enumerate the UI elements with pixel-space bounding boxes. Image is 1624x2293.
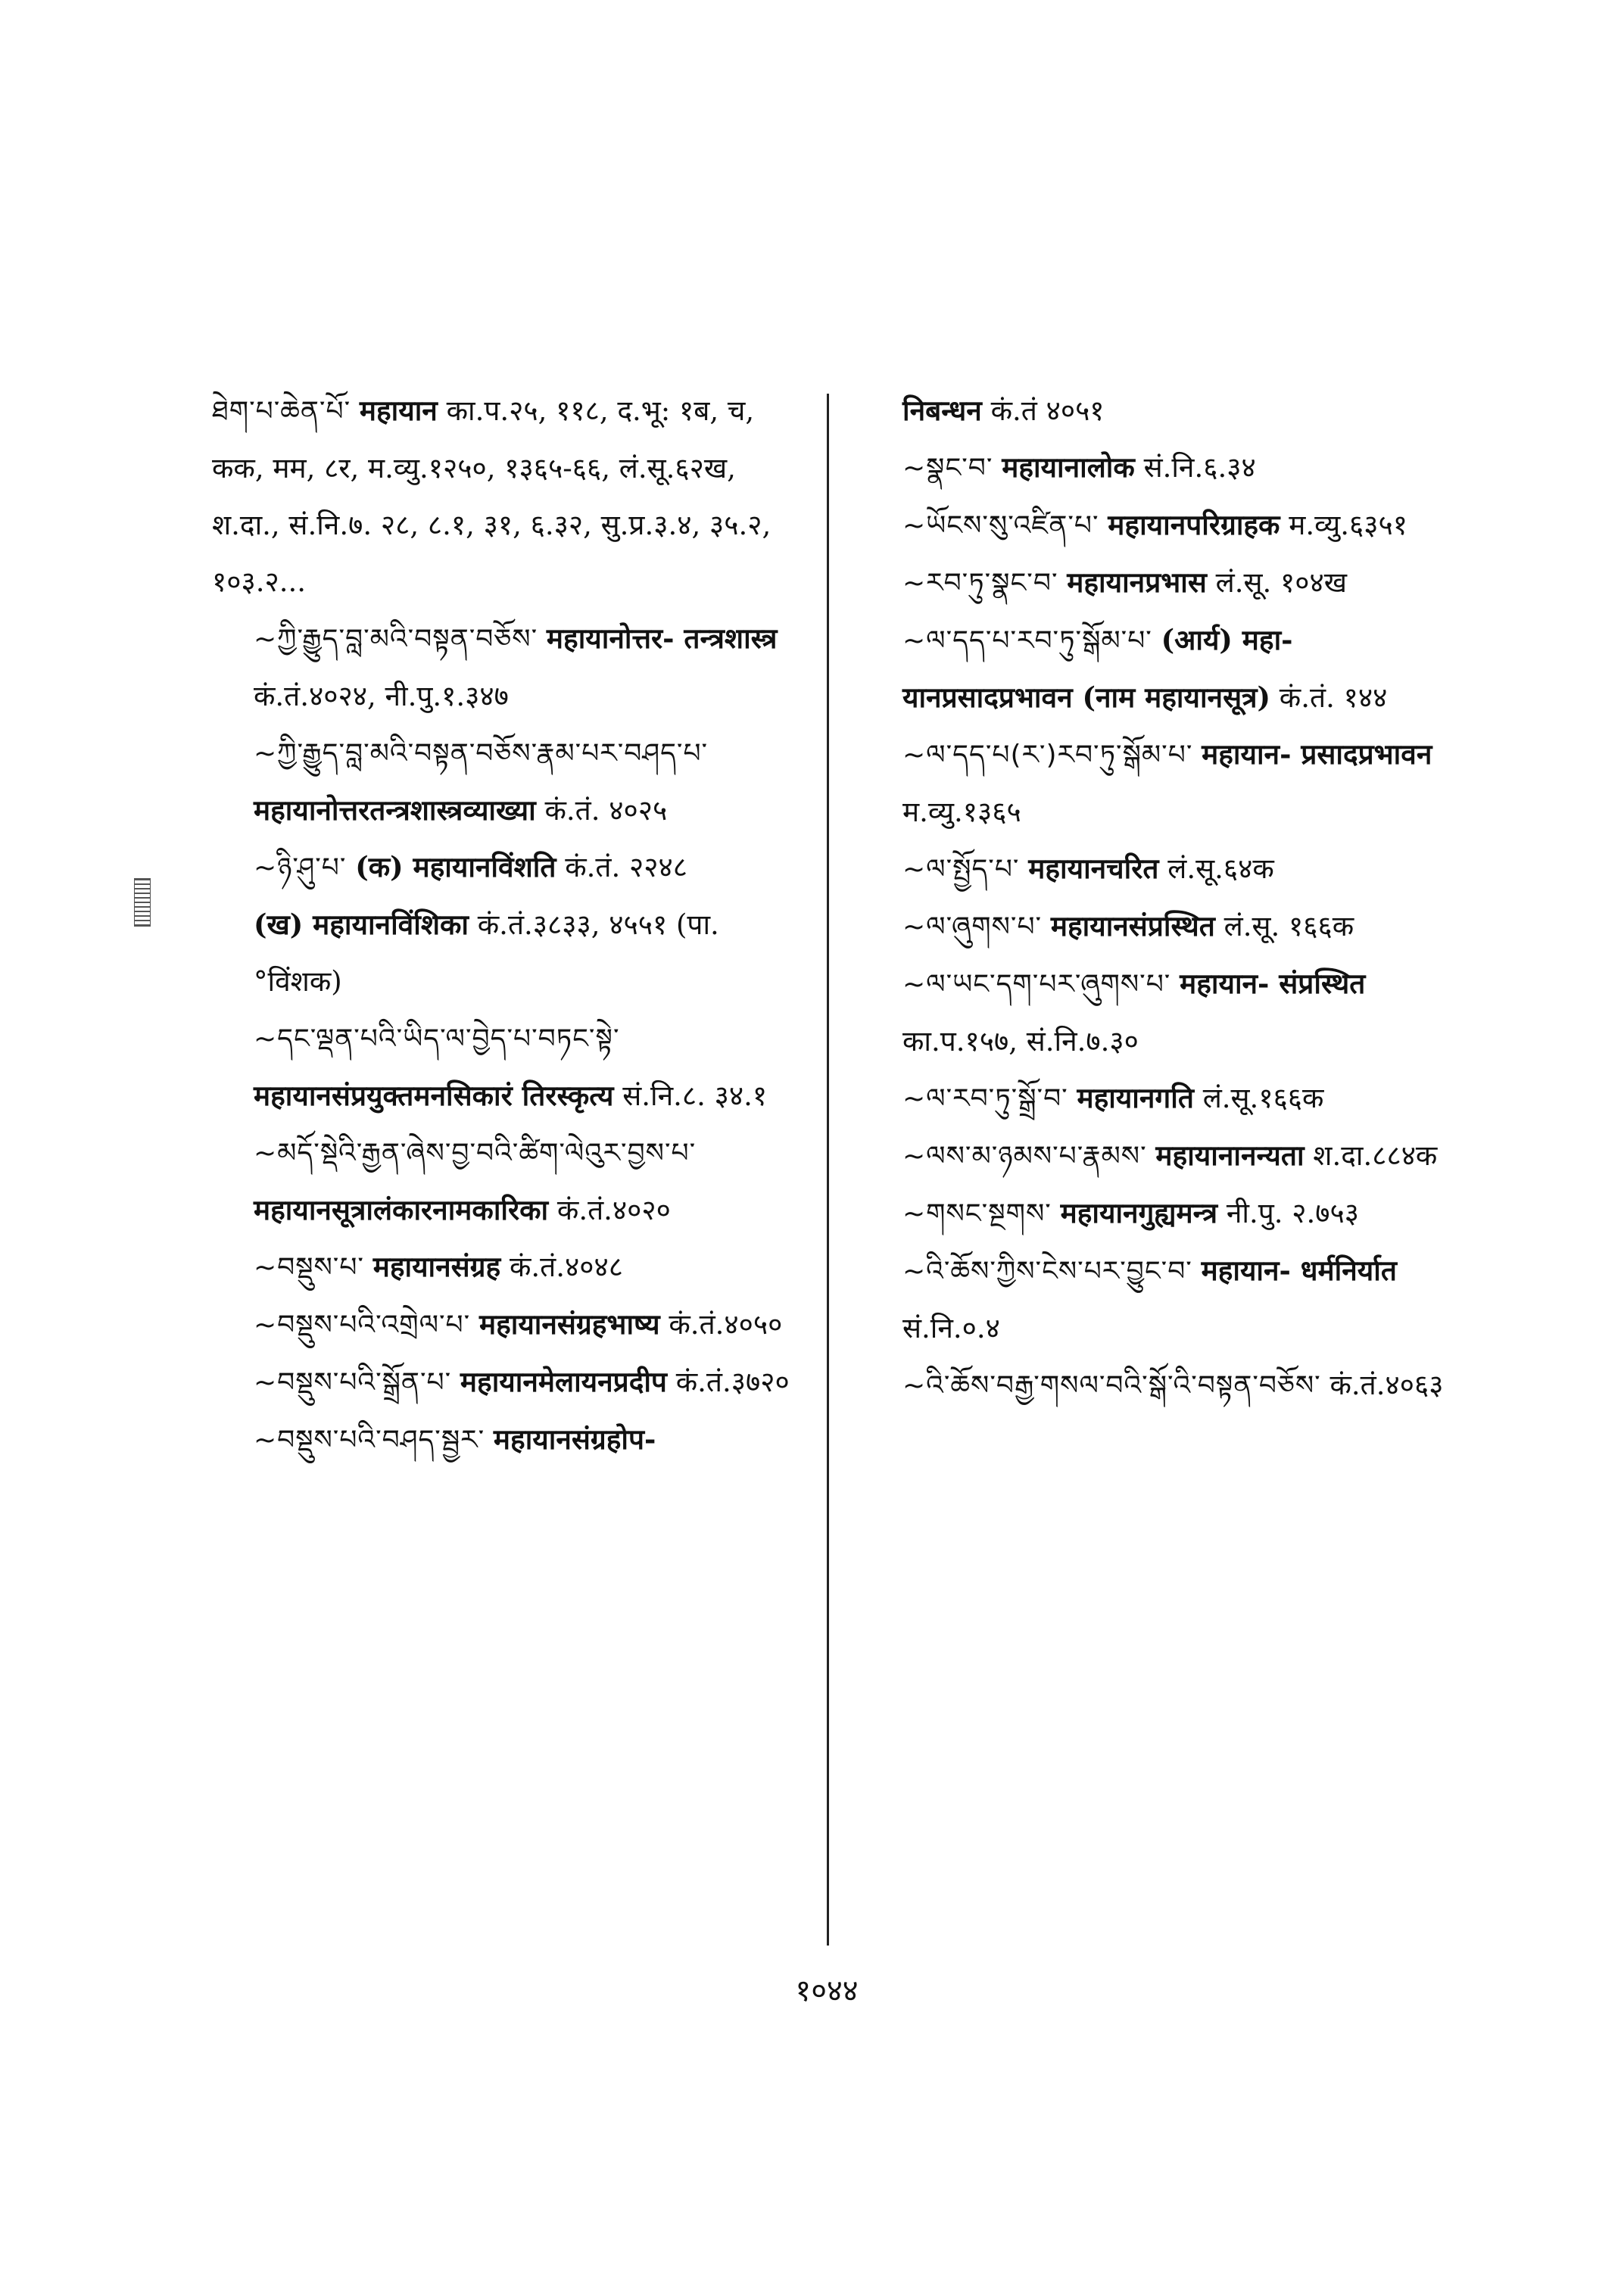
sanskrit-equivalent: महायानसंप्रयुक्तमनसिकारं तिरस्कृत्य — [254, 1079, 614, 1112]
dictionary-entry — [902, 1185, 1448, 1242]
sanskrit-equivalent: महायानसूत्रालंकारनामकारिका — [254, 1193, 549, 1226]
dictionary-entry — [902, 1357, 1448, 1414]
sanskrit-equivalent: महायानगति — [1077, 1081, 1194, 1114]
dictionary-entry — [212, 1354, 803, 1411]
sanskrit-equivalent: महायान- धर्मनिर्यात — [1201, 1254, 1397, 1287]
left-column — [212, 382, 803, 1469]
dictionary-entry — [902, 497, 1448, 554]
tibetan-headword: ~སྣང་བ་ — [902, 453, 993, 484]
source-reference: लं.सू. १०४ख — [1215, 566, 1348, 599]
tibetan-headword: ~ལ་ཡང་དག་པར་ཞུགས་པ་ — [902, 969, 1171, 1000]
source-reference: नी.पु. २.७५३ — [1226, 1197, 1359, 1229]
dictionary-entry — [902, 898, 1448, 955]
dictionary-entry — [902, 955, 1448, 1070]
sanskrit-equivalent: महायानगुह्यमन्त्र — [1060, 1196, 1218, 1229]
sanskrit-equivalent: महायानसंग्रह — [372, 1250, 501, 1283]
tibetan-headword: ~བསྡུས་པའི་འགྲེལ་པ་ — [254, 1310, 471, 1341]
source-reference: कं.तं ४०५१ — [990, 394, 1105, 427]
source-reference: कं.तं. १४४ — [1279, 681, 1388, 714]
tibetan-headword: ~ལ་སྤྱོད་པ་ — [902, 854, 1020, 885]
dictionary-entry — [212, 1296, 803, 1354]
dictionary-entry — [902, 554, 1448, 612]
sanskrit-equivalent: महायान — [359, 394, 438, 427]
source-reference: कं.तं. २२४८ — [565, 851, 687, 883]
source-reference: म.व्यु.१३६५ — [902, 796, 1021, 828]
tibetan-headword: ~རབ་ཏུ་སྣང་བ་ — [902, 568, 1058, 599]
dictionary-entry — [212, 1010, 803, 1124]
dictionary-entry — [212, 610, 803, 724]
dictionary-entry — [902, 1242, 1448, 1357]
sanskrit-equivalent: महायानसंग्रहभाष्य — [478, 1307, 660, 1341]
dictionary-entry — [212, 724, 803, 839]
tibetan-headword: ~ཀྱི་རྒྱུད་བླ་མའི་བསྟན་བཅོས་རྣམ་པར་བཤད་པ་ — [254, 738, 709, 769]
tibetan-headword: ~དང་ལྡན་པའི་ཡིད་ལ་བྱེད་པ་བཏང་སྟེ་ — [254, 1023, 620, 1055]
sanskrit-equivalent: महायानप्रभास — [1067, 565, 1207, 599]
dictionary-entry — [212, 1238, 803, 1296]
margin-mark — [134, 878, 151, 927]
tibetan-headword: ~ལ་ཞུགས་པ་ — [902, 911, 1043, 942]
sanskrit-equivalent: महायानमेलायनप्रदीप — [460, 1365, 667, 1398]
column-divider — [827, 394, 829, 1946]
sanskrit-equivalent: महायानसंप्रस्थित — [1050, 909, 1215, 942]
sanskrit-equivalent: महायानोत्तर- तन्त्रशास्त्र — [546, 622, 778, 655]
source-reference: कं.तं.३७२० — [675, 1366, 790, 1398]
source-reference: कं.तं.४०५० — [669, 1308, 783, 1341]
sanskrit-equivalent: (आर्य) महा- यानप्रसादप्रभावन (नाम महायानसूत्र) — [902, 623, 1293, 714]
dictionary-entry — [902, 726, 1448, 840]
tibetan-headword: ~ཀྱི་རྒྱུད་བླ་མའི་བསྟན་བཅོས་ — [254, 624, 538, 655]
dictionary-entry — [902, 1127, 1448, 1185]
source-reference: का.प.१५७, सं.नि.७.३० — [902, 1025, 1139, 1058]
tibetan-headword: ~ཡོངས་སུ་འཛིན་པ་ — [902, 510, 1099, 541]
dictionary-entry — [902, 612, 1448, 726]
source-reference: कं.तं.४०६३ — [1329, 1369, 1444, 1401]
tibetan-headword: ~ལས་མ་ཉམས་པ་རྣམས་ — [902, 1141, 1147, 1172]
dictionary-entry — [212, 839, 803, 896]
dictionary-entry — [212, 896, 803, 1010]
dictionary-entry — [212, 382, 803, 610]
tibetan-headword: ~བསྡུས་པའི་སྒྲོན་པ་ — [254, 1367, 452, 1398]
sanskrit-equivalent: महायानचरित — [1028, 852, 1159, 885]
source-reference: लं.सू.१६६क — [1202, 1082, 1324, 1114]
tibetan-headword: ~གསང་སྔགས་ — [902, 1198, 1052, 1229]
tibetan-headword: ~འི་ཆོས་བརྒྱ་གསལ་བའི་སྒོ་འི་བསྟན་བཅོས་ — [902, 1370, 1321, 1401]
sanskrit-equivalent: महायानोत्तरतन्त्रशास्त्रव्याख्या — [254, 793, 536, 827]
dictionary-entry — [902, 1070, 1448, 1127]
source-reference: कं.तं.४०४८ — [509, 1251, 623, 1283]
dictionary-entry — [902, 382, 1448, 439]
sanskrit-equivalent: निबन्धन — [902, 394, 982, 427]
right-column — [902, 382, 1448, 1414]
sanskrit-equivalent: महायानपरिग्राहक — [1108, 508, 1280, 541]
source-reference: लं.सू. १६६क — [1223, 910, 1354, 942]
tibetan-headword: ~བསྡུས་པ་ — [254, 1252, 364, 1283]
sanskrit-equivalent: महायान- संप्रस्थित — [1180, 967, 1366, 1000]
sanskrit-equivalent: महायानानन्यता — [1155, 1139, 1304, 1172]
source-reference: कं.तं.४०२० — [556, 1194, 671, 1226]
sanskrit-equivalent: महायानालोक — [1002, 450, 1135, 484]
source-reference: लं.सू.६४क — [1167, 852, 1274, 885]
tibetan-headword: ~ཉི་ཤུ་པ་ — [254, 852, 347, 883]
tibetan-headword: ~ལ་དད་པ་རབ་ཏུ་སྒོམ་པ་ — [902, 625, 1152, 656]
source-reference: कं.तं.४०२४, नी.पु.१.३४७ — [254, 680, 509, 712]
sanskrit-equivalent: महायान- प्रसादप्रभावन — [1202, 737, 1432, 771]
source-reference: सं.नि.८. ३४.१ — [622, 1080, 768, 1112]
source-reference: श.दा.८८४क — [1313, 1139, 1438, 1172]
source-reference: का.प.२५, ११८, द.भू: १ब, च, कक, मम, ८र, म.व्यु.१२५०, १३६५-६६, लं.सू.६२ख, श.दा., सं.नि.७. २८, ८.१, ३१, ६.३२, सु.प्र.३.४, ३५.२, १०३.२... — [212, 394, 771, 598]
tibetan-headword: ~ལ་དད་པ(ར་)རབ་ཏུ་སྒོམ་པ་ — [902, 740, 1193, 771]
sanskrit-equivalent: महायानसंग्रहोप- — [493, 1422, 656, 1456]
dictionary-entry — [212, 1124, 803, 1238]
tibetan-headword: ~ལ་རབ་ཏུ་སྒྲོ་བ་ — [902, 1083, 1068, 1114]
dictionary-entry — [902, 439, 1448, 497]
source-reference: सं.नि.०.४ — [902, 1312, 1000, 1344]
tibetan-headword: ~འི་ཆོས་ཀྱིས་ངེས་པར་བྱུང་བ་ — [902, 1256, 1192, 1287]
sanskrit-equivalent: (ख) महायानविंशिका — [254, 908, 469, 941]
source-reference: कं.तं. ४०२५ — [544, 794, 668, 827]
tibetan-headword: ~མདོ་སྡེའི་རྒྱན་ཞེས་བྱ་བའི་ཚིག་ལེའུར་བྱས་པ་ — [254, 1138, 697, 1169]
page-number: १०४४ — [795, 1974, 859, 2008]
source-reference: सं.नि.६.३४ — [1143, 451, 1256, 484]
dictionary-entry — [212, 1411, 803, 1469]
tibetan-headword: ~བསྡུས་པའི་བཤད་སྦྱར་ — [254, 1425, 485, 1456]
sanskrit-equivalent: (क) महायानविंशति — [355, 850, 556, 883]
source-reference: म.व्यु.६३५१ — [1289, 509, 1407, 541]
source-reference: कं.तं.३८३३, ४५५१ (पा. °विंशक) — [254, 908, 719, 998]
dictionary-entry — [902, 840, 1448, 898]
tibetan-headword: ཐེག་པ་ཆེན་པོ་ — [212, 396, 351, 427]
